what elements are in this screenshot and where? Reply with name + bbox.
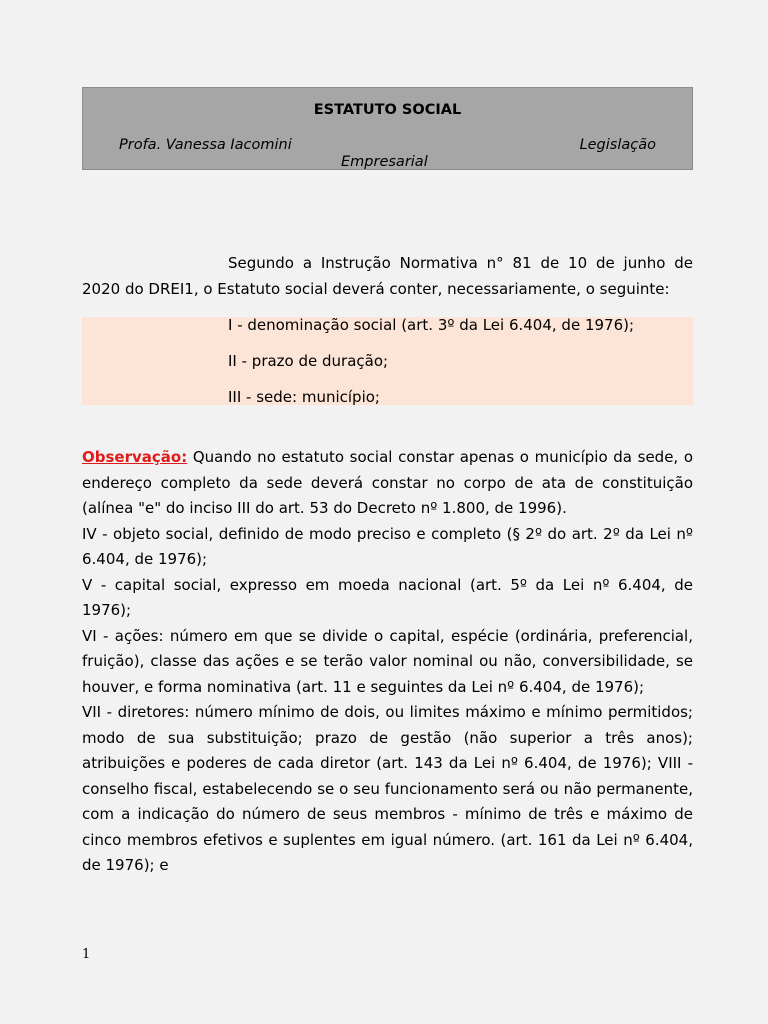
intro-paragraph: Segundo a Instrução Normativa n° 81 de 10 de junho de 2020 do DREI1, o Estatuto social deverá conter, necessariamente, o seguinte: bbox=[82, 254, 693, 298]
list-item-denominacao: I - denominação social (art. 3º da Lei 6.404, de 1976); bbox=[228, 316, 635, 334]
header-box bbox=[82, 87, 693, 170]
observation-label: Observação: bbox=[82, 448, 188, 466]
item-acoes: VI - ações: número em que se divide o capital, espécie (ordinária, preferencial, fruição), classe das ações e se terão valor nominal ou não, conversibilidade, se houver, e forma nominativa (art. 11 e seguintes da Lei nº 6.404, de 1976); bbox=[82, 626, 693, 696]
item-capital-social: V - capital social, expresso em moeda nacional (art. 5º da Lei nº 6.404, de 1976); bbox=[82, 575, 693, 619]
page-number: 1 bbox=[82, 947, 91, 962]
observation-section bbox=[82, 445, 693, 879]
list-item-sede: III - sede: município; bbox=[228, 388, 380, 406]
list-item-prazo: II - prazo de duração; bbox=[228, 352, 389, 370]
item-diretores-conselho: VII - diretores: número mínimo de dois, ou limites máximo e mínimo permitidos; modo de sua substituição; prazo de gestão (não superior a três anos); atribuições e poderes de cada diretor (art. 143 da Lei nº 6.404, de 1976); VIII - conselho fiscal, estabelecendo se o seu funcionamento será ou não permanente, com a indicação do número de seus membros - mínimo de três e máximo de cinco membros efetivos e suplentes em igual número. (art. 161 da Lei nº 6.404, de 1976); e bbox=[82, 703, 693, 874]
observation-text: Quando no estatuto social constar apenas o município da sede, o endereço completo da sede deverá constar no corpo de ata de constituição (alínea "e" do inciso III do art. 53 do Decreto nº 1.800, de 1996). bbox=[82, 448, 693, 517]
author-name: Profa. Vanessa Iacomini bbox=[119, 137, 292, 153]
item-objeto-social: IV - objeto social, definido de modo preciso e completo (§ 2º do art. 2º da Lei nº 6.404, de 1976); bbox=[82, 524, 693, 568]
subject-line-2: Empresarial bbox=[341, 154, 428, 170]
subject-line-1: Legislação bbox=[579, 137, 656, 153]
document-title: ESTATUTO SOCIAL bbox=[313, 102, 462, 118]
